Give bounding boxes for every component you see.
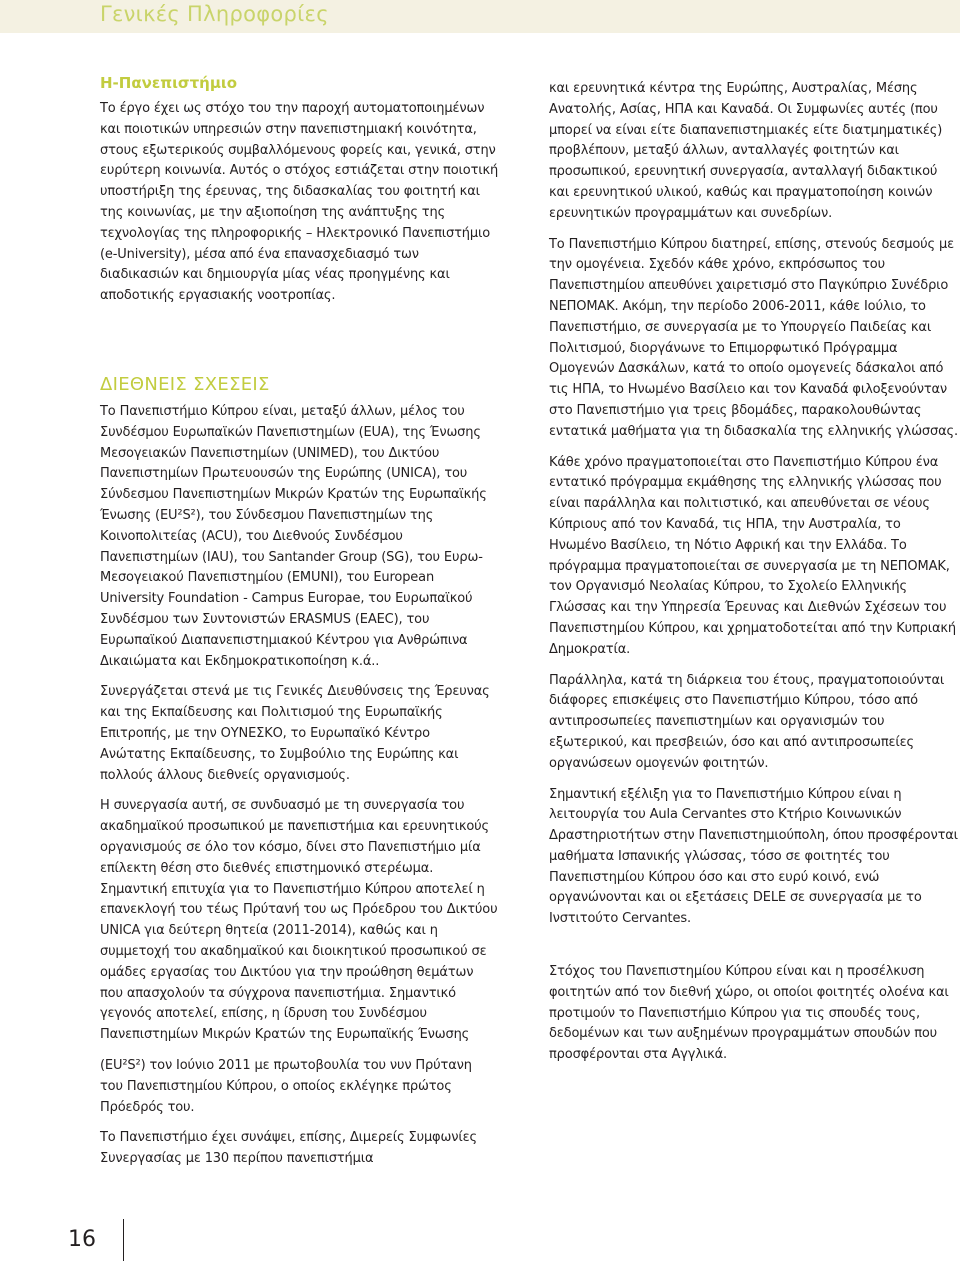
- aula-cervantes-paragraph: Σημαντική εξέλιξη για το Πανεπιστήμιο Κύπρου είναι η λειτουργία του Aula Cervantes στο Κτήριο Κοινωνικών Δραστηριοτήτων στην Πανεπιστημιούπολη, όπου προσφέρονται μαθήματα Ισπανικής γλώσσας, τόσο σε φοιτητές του Πανεπιστημίου Κύπρου όσο και στο ευρύ κοινό, ενώ οργανώνονται και οι εξετάσεις DELE σε συνεργασία με το Ινστιτούτο Cervantes.: [549, 786, 958, 927]
- e-university-paragraph: Το έργο έχει ως στόχο του την παροχή αυτοματοποιημένων και ποιοτικών υπηρεσιών στην πανεπιστημιακή κοινότητα, στους εξωτερικούς συμβαλλόμενους φορείς και, γενικά, στην ευρύτερη κοινωνία. Αυτός ο στόχος εστιάζεται στην ποιοτική υποστήριξη της έρευνας, της διδασκαλίας του φοιτητή και της κοινωνίας, με την αξιοποίηση της ανάπτυξης της τεχνολογίας της πληροφορικής – Ηλεκτρονικό Πανεπιστήμιο (e-University), μέσα από ένα επανασχεδιασμό των διαδικασιών και δημιουργία μίας νέας προηγμένης και αποδοτικής εργασιακής νοοτροπίας.: [100, 101, 499, 304]
- left-column-top: [100, 99, 500, 307]
- header-band: [0, 0, 960, 33]
- diaspora-paragraph: Το Πανεπιστήμιο Κύπρου διατηρεί, επίσης, στενούς δεσμούς με την ομογένεια. Σχεδόν κάθε χρόνο, εκπρόσωπος του Πανεπιστημίου απευθύνει χαιρετισμό στο Παγκύπριο Συνέδριο ΝΕΠΟΜΑΚ. Ακόμη, την περίοδο 2006-2011, κάθε Ιούλιο, το Πανεπιστήμιο, σε συνεργασία με το Υπουργείο Παιδείας και Πολιτισμού, διοργάνωνε το Επιμορφωτικό Πρόγραμμα Ομογενών Δασκάλων, κατά το οποίο ομογενείς δάσκαλοι από τις ΗΠΑ, το Ηνωμένο Βασίλειο και τον Καναδά φιλοξενούνταν στο Πανεπιστήμιο για τρεις βδομάδες, παρακολουθώντας εντατικά μαθήματα για τη διδασκαλία της ελληνικής γλώσσας.: [549, 236, 958, 439]
- left-column-bottom: [100, 402, 498, 1170]
- eu2s2-paragraph: (EU²S²) τον Ιούνιο 2011 με πρωτοβουλία του νυν Πρύτανη του Πανεπιστημίου Κύπρου, ο οποίος εκλέγηκε πρώτος Πρόεδρός του.: [100, 1057, 472, 1115]
- section-title-e-university: Η-Πανεπιστήμιο: [100, 74, 238, 92]
- cooperation-paragraph: Συνεργάζεται στενά με τις Γενικές Διευθύνσεις της Έρευνας και της Εκπαίδευσης και Πολιτισμού της Ευρωπαϊκής Επιτροπής, με την ΟΥΝΕΣΚΟ, το Ευρωπαϊκό Κέντρο Ανώτατης Εκπαίδευσης, το Συμβούλιο της Ευρώπης και πολλούς άλλους διεθνείς οργανισμούς.: [100, 684, 490, 783]
- page-number: 16: [68, 1227, 96, 1252]
- visits-paragraph: Παράλληλα, κατά τη διάρκεια του έτους, πραγματοποιούνται διάφορες επισκέψεις στο Πανεπιστήμιο Κύπρου, τόσο από αντιπροσωπείες πανεπιστημίων και οργανισμών του εξωτερικού, και πρεσβειών, όσο και από αντιπροσωπείες οργανώσεων ομογενών φοιτητών.: [549, 672, 945, 771]
- footer-divider: [123, 1219, 124, 1261]
- membership-paragraph: Το Πανεπιστήμιο Κύπρου είναι, μεταξύ άλλων, μέλος του Συνδέσμου Ευρωπαϊκών Πανεπιστημίων (EUA), της Ένωσης Μεσογειακών Πανεπιστημίων (UNIMED), του Δικτύου Πανεπιστημίων Πρωτευουσών της Ευρώπης (UNICA), του Σύνδεσμου Πανεπιστημίων Μικρών Κρατών της Ευρωπαϊκής Ένωσης (EU²S²), του Σύνδεσμου Πανεπιστημίων της Κοινοπολιτείας (ACU), του Διεθνούς Συνδέσμου Πανεπιστημίων (IAU), του Santander Group (SG), του Ευρω-Μεσογειακού Πανεπιστημίου (EMUNI), του European University Foundation - Campus Europae, του Ευρωπαϊκού Συνδέσμου των Συντονιστών ERASMUS (EAEC), του Ευρωπαϊκού Διαπανεπιστημιακού Κέντρου για Ανθρώπινα Δικαιώματα και Εκδημοκρατικοποίηση κ.ά..: [100, 404, 487, 669]
- unica-paragraph: Η συνεργασία αυτή, σε συνδυασμό με τη συνεργασία του ακαδημαϊκού προσωπικού με πανεπιστήμια και ερευνητικούς οργανισμούς σε όλο τον κόσμο, δίνει στο Πανεπιστήμιο μία επίλεκτη θέση στο διεθνές επιστημονικό στερέωμα. Σημαντική επιτυχία για το Πανεπιστήμιο Κύπρου αποτελεί η επανεκλογή του τέως Πρύτανή του ως Πρόεδρου του Δικτύου UNICA για δεύτερη θητεία (2011-2014), καθώς και η συμμετοχή του ακαδημαϊκού και διοικητικού προσωπικού σε ομάδες εργασίας του Δικτύου για την προώθηση θεμάτων που απασχολούν τα σύγχρονα πανεπιστήμια. Σημαντικό γεγονός αποτελεί, επίσης, η ίδρυση του Συνδέσμου Πανεπιστημίων Μικρών Κρατών της Ευρωπαϊκής Ένωσης: [100, 798, 498, 1043]
- bilateral-paragraph: Το Πανεπιστήμιο έχει συνάψει, επίσης, Διμερείς Συμφωνίες Συνεργασίας με 130 περίπου πανεπιστήμια: [100, 1130, 477, 1167]
- section-title-international-relations: ΔΙΕΘΝΕΙΣ ΣΧΕΣΕΙΣ: [100, 374, 270, 395]
- international-students-paragraph: Στόχος του Πανεπιστημίου Κύπρου είναι και η προσέλκυση φοιτητών από τον διεθνή χώρο, οι οποίοι φοιτητές ολοένα και προτιμούν το Πανεπιστήμιο Κύπρου για τις σπουδές τους, δεδομένων και των αυξημένων προγραμμάτων σπουδών που προσφέρονται στα Αγγλικά.: [549, 964, 949, 1063]
- greek-language-paragraph: Κάθε χρόνο πραγματοποιείται στο Πανεπιστήμιο Κύπρου ένα εντατικό πρόγραμμα εκμάθησης της ελληνικής γλώσσας που είναι παράλληλα και πολιτιστικό, και απευθύνεται σε νέους Κύπριους από τον Καναδά, τις ΗΠΑ, την Αυστραλία, το Ηνωμένο Βασίλειο, τη Νότιο Αφρική και την Ελλάδα. Το πρόγραμμα πραγματοποιείται σε συνεργασία με τη ΝΕΠΟΜΑΚ, τον Οργανισμό Νεολαίας Κύπρου, το Σχολείο Ελληνικής Γλώσσας και την Υπηρεσία Έρευνας και Διεθνών Σχέσεων του Πανεπιστημίου Κύπρου, και χρηματοδοτείται από την Κυπριακή Δημοκρατία.: [549, 454, 957, 657]
- page-header-title: Γενικές Πληροφορίες: [100, 2, 329, 26]
- right-column: [549, 79, 960, 1066]
- agreements-paragraph: και ερευνητικά κέντρα της Ευρώπης, Αυστραλίας, Μέσης Ανατολής, Ασίας, ΗΠΑ και Καναδά. Οι Συμφωνίες αυτές (που μπορεί να είναι είτε διαπανεπιστημιακές είτε διατμηματικές) προβλέπουν, μεταξύ άλλων, ανταλλαγές φοιτητών και προσωπικού, ερευνητική συνεργασία, ανταλλαγή διδακτικού και ερευνητικού υλικού, καθώς και πραγματοποίηση κοινών ερευνητικών προγραμμάτων και συνεδρίων.: [549, 81, 943, 221]
